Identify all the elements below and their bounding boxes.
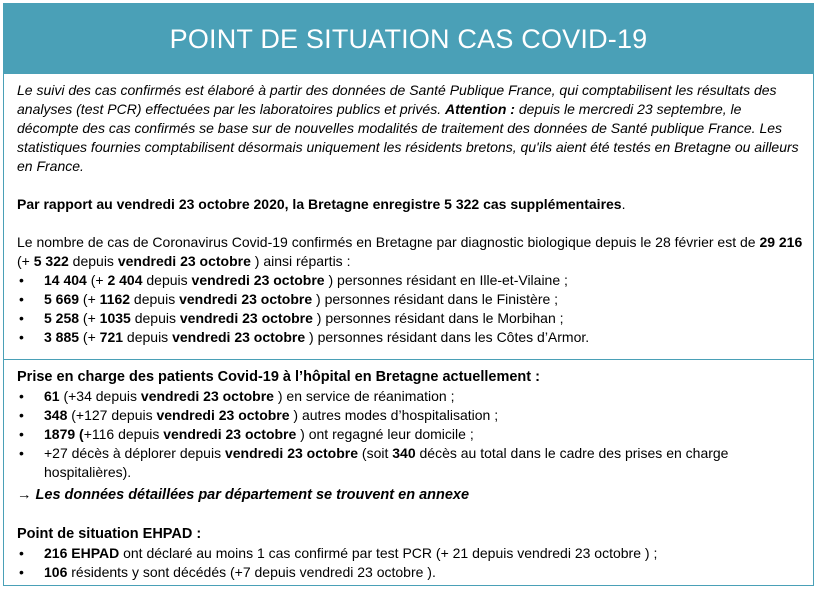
intro-text: Le suivi des cas confirmés est élaboré à partir des données de Santé Publique France, qui comptabilisent les résultats des analyses (test PCR) effectuées par les laboratoires publics et privés. [17,82,777,117]
department-item: • 14 404 (+ 2 404 depuis vendredi 23 octobre ) personnes résidant en Ille-et-Vilaine ; [17,271,803,290]
ehpad-item: • 216 EHPAD ont déclaré au moins 1 cas confirmé par test PCR (+ 21 depuis vendredi 23 octobre ) ; [17,544,803,563]
ehpad-item: • 106 résidents y sont décédés (+7 depuis vendredi 23 octobre ). [17,563,803,582]
department-list [17,271,803,347]
hospital-item: • 61 (+34 depuis vendredi 23 octobre ) en service de réanimation ; [17,387,803,406]
intro-text-cont: depuis le mercredi 23 septembre, le décompte des cas confirmés se base sur de nouvelles modalités de traitement des données de Santé publique France. Les statistiques fournies comptabilisent désormais uniquement les résidents bretons, qu'ils aient été testés en Bretagne ou ailleurs en France. [17,101,799,174]
summary-text: Par rapport au vendredi 23 octobre 2020, la Bretagne enregistre 5 322 cas supplémentaires [17,196,622,212]
total-cases-value: 29 216 [759,234,803,250]
ehpad-list [17,544,803,582]
department-item: • 5 258 (+ 1035 depuis vendredi 23 octobre ) personnes résidant dans le Morbihan ; [17,309,803,328]
total-cases-line: Le nombre de cas de Coronavirus Covid-19 confirmés en Bretagne par diagnostic biologique depuis le 28 février est de 29 216 (+ 5 322 depuis vendredi 23 octobre ) ainsi répartis : [17,234,803,269]
hospital-item: • 348 (+127 depuis vendredi 23 octobre ) autres modes d’hospitalisation ; [17,406,803,425]
title-banner [4,4,813,74]
intro-paragraph [17,81,803,176]
deaths-item: • +27 décès à déplorer depuis vendredi 23 octobre (soit 340 décès au total dans le cadre des prises en charge hospitalières). [17,444,803,482]
arrow-right-icon: → [17,487,32,503]
hospital-item: • 1879 (+116 depuis vendredi 23 octobre ) ont regagné leur domicile ; [17,425,803,444]
ehpad-heading: Point de situation EHPAD : [17,526,202,542]
bulletin-frame [3,3,814,586]
total-cases-delta: 5 322 [33,253,69,269]
hospital-section [4,360,813,582]
annex-note: → Les données détaillées par département se trouvent en annexe [17,487,470,503]
cases-section [4,74,813,359]
summary-line: Par rapport au vendredi 23 octobre 2020, la Bretagne enregistre 5 322 cas supplémentaires. [17,196,626,212]
department-item: • 5 669 (+ 1162 depuis vendredi 23 octobre ) personnes résidant dans le Finistère ; [17,290,803,309]
page-title: POINT DE SITUATION CAS COVID-19 [169,23,648,54]
attention-label: Attention : [444,101,515,117]
hospital-list [17,387,803,482]
department-item: • 3 885 (+ 721 depuis vendredi 23 octobre ) personnes résidant dans les Côtes d’Armor. [17,328,803,347]
hospital-heading: Prise en charge des patients Covid-19 à l’hôpital en Bretagne actuellement : [17,369,540,385]
